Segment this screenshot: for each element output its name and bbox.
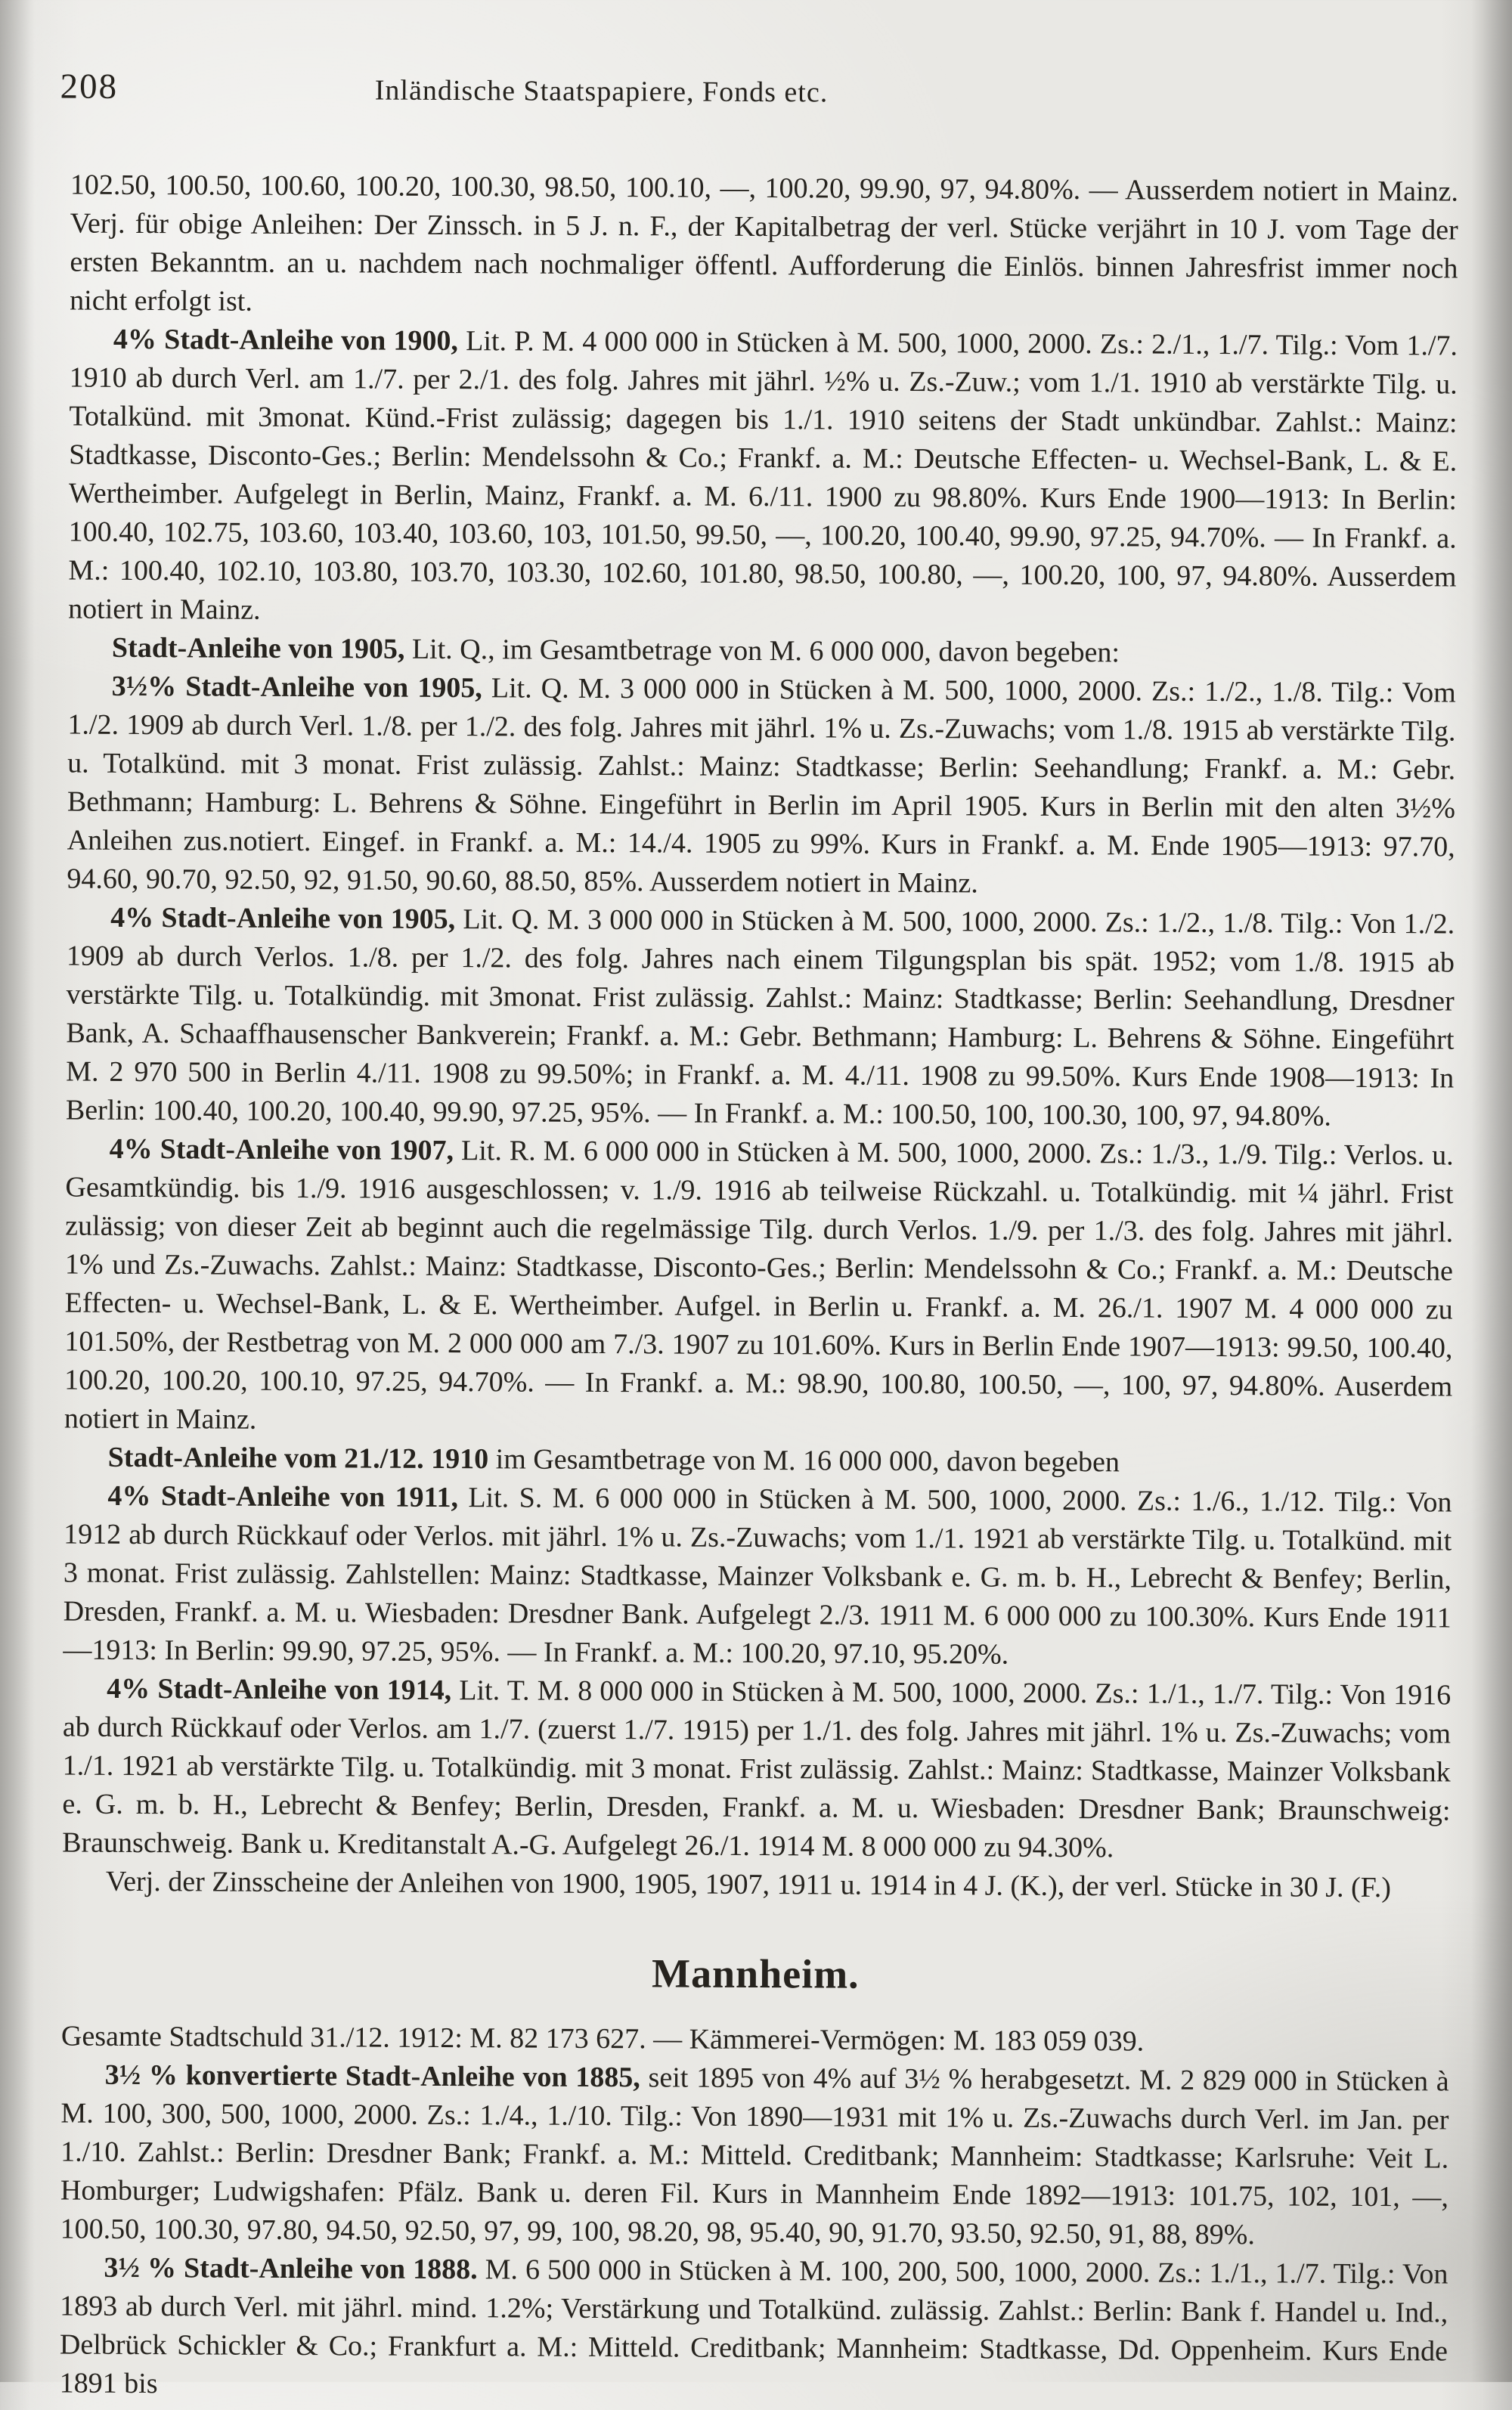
paragraph-text: Lit. R. M. 6 000 000 in Stücken à M. 500, 1000, 2000. Zs.: 1./3., 1./9. Tilg.: Verlos. u. Gesamtkündig. bis 1./9. 1916 ausgeschlossen; v. 1./9. 1916 ab teilweise Rückzahl. u. Totalkündig. mit ¼ jährl. Frist zulässig; von dieser Zeit ab beginnt auch die regelmässige Tilg. durch Verlos. 1./9. per 1./3. des folg. Jahres mit jährl. 1% und Zs.-Zuwachs. Zahlst.: Mainz: Stadtkasse, Disconto-Ges.; Berlin: Mendelssohn & Co.; Frankf. a. M.: Deutsche Effecten- u. Wechsel-Bank, L. & E. Wertheimber. Aufgel. in Berlin u. Frankf. a. M. 26./1. 1907 M. 4 000 000 zu 101.50%, der Restbetrag von M. 2 000 000 am 7./3. 1907 zu 101.60%. Kurs in Berlin Ende 1907—1913: 99.50, 100.40, 100.20, 100.20, 100.10, 97.25, 94.70%. — In Frankf. a. M.: 98.90, 100.80, 100.50, —, 100, 97, 94.80%. Auserdem notiert in Mainz.: [64, 1135, 1454, 1436]
bond-title: 4% Stadt-Anleihe von 1907,: [110, 1133, 454, 1166]
paragraph-text: Verj. der Zinsscheine der Anleihen von 1900, 1905, 1907, 1911 u. 1914 in 4 J. (K.), der verl. Stücke in 30 J. (F.): [106, 1866, 1391, 1904]
paragraph-text: seit 1895 von 4% auf 3½ % herabgesetzt. M. 2 829 000 in Stücken à M. 100, 300, 500, 1000, 2000. Zs.: 1./4., 1./10. Tilg.: Von 1890—1931 mit 1% u. Zs.-Zuwachs durch Verl. im Jan. per 1./10. Zahlst.: Berlin: Dresdner Bank; Frankf. a. M.: Mitteld. Creditbank; Mannheim: Stadtkasse; Karlsruhe: Veit L. Homburger; Ludwigshafen: Pfälz. Bank u. deren Fil. Kurs in Mannheim Ende 1892—1913: 101.75, 102, 101, —, 100.50, 100.30, 97.80, 94.50, 92.50, 97, 99, 100, 98.20, 98, 95.40, 90, 91.70, 93.50, 92.50, 91, 88, 89%.: [60, 2062, 1449, 2250]
running-head: Inländische Staatspapiere, Fonds etc.: [4, 72, 1198, 111]
bond-title: 4% Stadt-Anleihe von 1914,: [107, 1673, 451, 1706]
paragraph-text: Lit. P. M. 4 000 000 in Stücken à M. 500, 1000, 2000. Zs.: 2./1., 1./7. Tilg.: Vom 1./7. 1910 ab durch Verl. am 1./7. per 2./1. des folg. Jahres mit jährl. ½% u. Zs.-Zuw.; vom 1./1. 1910 ab verstärkte Tilg. u. Totalkünd. mit 3monat. Künd.-Frist zulässig; dagegen bis 1./1. 1910 seitens der Stadt unkündbar. Zahlst.: Mainz: Stadtkasse, Disconto-Ges.; Berlin: Mendelssohn & Co.; Frankf. a. M.: Deutsche Effecten- u. Wechsel-Bank, L. & E. Wertheimber. Aufgelegt in Berlin, Mainz, Frankf. a. M. 6./11. 1900 zu 98.80%. Kurs Ende 1900—1913: In Berlin: 100.40, 102.75, 103.60, 103.40, 103.60, 103, 101.50, 99.50, —, 100.20, 100.40, 99.90, 97.25, 94.70%. — In Frankf. a. M.: 100.40, 102.10, 103.80, 103.70, 103.30, 102.60, 101.80, 98.50, 100.80, —, 100.20, 100, 97, 94.80%. Ausserdem notiert in Mainz.: [68, 325, 1458, 626]
paragraph-prices-continuation: [70, 166, 1458, 327]
paragraph-text: 102.50, 100.50, 100.60, 100.20, 100.30, 98.50, 100.10, —, 100.20, 99.90, 97, 94.80%. — Ausserdem notiert in Mainz. Verj. für obige Anleihen: Der Zinssch. in 5 J. n. F., der Kapitalbetrag der verl. Stücke verjährt in 10 J. vom Tage der ersten Bekanntm. an u. nachdem nach nochmaliger öffentl. Aufforderung die Einlös. binnen Jahresfrist immer noch nicht erfolgt ist.: [70, 169, 1458, 318]
paragraph-anleihe-1900: [68, 321, 1458, 636]
bond-title: 4% Stadt-Anleihe von 1900,: [113, 324, 458, 357]
section-heading-mannheim: Mannheim.: [61, 1948, 1449, 2000]
paragraph-anleihe-1905-3half: [67, 668, 1455, 906]
bond-title: Stadt-Anleihe von 1905,: [112, 632, 405, 665]
page-content: [60, 166, 1458, 2410]
paragraph-anleihe-1914: [62, 1670, 1451, 1869]
paragraph-text: M. 6 500 000 in Stücken à M. 100, 200, 500, 1000, 2000. Zs.: 1./1., 1./7. Tilg.: Von 1893 ab durch Verl. mit jährl. mind. 1.2%; Verstärkung und Totalkünd. zulässig. Zahlst.: Berlin: Bank f. Handel u. Ind., Delbrück Schickler & Co.; Frankfurt a. M.: Mitteld. Creditbank; Mannheim: Stadtkasse, Dd. Oppenheim. Kurs Ende 1891 bis: [60, 2254, 1448, 2399]
bond-title: 4% Stadt-Anleihe von 1905,: [110, 902, 455, 935]
bond-title: 3½ % konvertierte Stadt-Anleihe von 1885,: [105, 2059, 640, 2093]
bond-title: 3½% Stadt-Anleihe von 1905,: [112, 671, 482, 704]
bond-title: Stadt-Anleihe vom 21./12. 1910: [108, 1442, 489, 1475]
paragraph-text: Lit. T. M. 8 000 000 in Stücken à M. 500, 1000, 2000. Zs.: 1./1., 1./7. Tilg.: Von 1916 ab durch Rückkauf oder Verlos. am 1./7. (zuerst 1./7. 1915) per 1./1. des folg. Jahres mit jährl. 1% u. Zs.-Zuwachs; vom 1./1. 1921 ab verstärkte Tilg. u. Totalkündig. mit 3 monat. Frist zulässig. Zahlst.: Mainz: Stadtkasse, Mainzer Volksbank e. G. m. b. H., Lebrecht & Benfey; Berlin, Dresden, Frankf. a. M. u. Wiesbaden: Dresdner Bank; Braunschweig: Braunschweig. Bank u. Kreditanstalt A.-G. Aufgelegt 26./1. 1914 M. 8 000 000 zu 94.30%.: [62, 1674, 1451, 1863]
page-number: 208: [60, 66, 118, 107]
paragraph-anleihe-1888: [60, 2249, 1448, 2410]
paragraph-anleihe-1905-gesamt: [68, 629, 1456, 674]
paragraph-stadtschuld: [61, 2018, 1449, 2063]
bond-title: 4% Stadt-Anleihe von 1911,: [107, 1480, 458, 1513]
paragraph-anleihe-1905-4pct: [66, 899, 1455, 1137]
paragraph-text: Lit. Q., im Gesamtbetrage von M. 6 000 000, davon begeben:: [404, 633, 1120, 669]
paragraph-anleihe-1907: [64, 1130, 1454, 1445]
paragraph-anleihe-1911: [63, 1477, 1452, 1677]
bond-title: 3½ % Stadt-Anleihe von 1888.: [104, 2252, 477, 2285]
paragraph-text: Lit. Q. M. 3 000 000 in Stücken à M. 500, 1000, 2000. Zs.: 1./2., 1./8. Tilg.: Vom 1./2. 1909 ab durch Verl. 1./8. per 1./2. des folg. Jahres mit jährl. 1% u. Zs.-Zuwachs; vom 1./8. 1915 ab verstärkte Tilg. u. Totalkünd. mit 3 monat. Frist zulässig. Zahlst.: Mainz: Stadtkasse; Berlin: Seehandlung; Frankf. a. M.: Gebr. Bethmann; Hamburg: L. Behrens & Söhne. Eingeführt in Berlin im April 1905. Kurs in Berlin mit den alten 3½% Anleihen zus.notiert. Eingef. in Frankf. a. M.: 14./4. 1905 zu 99%. Kurs in Frankf. a. M. Ende 1905—1913: 97.70, 94.60, 90.70, 92.50, 92, 91.50, 90.60, 88.50, 85%. Ausserdem notiert in Mainz.: [67, 672, 1455, 899]
paragraph-anleihe-1885: [60, 2056, 1449, 2256]
paragraph-text: Gesamte Stadtschuld 31./12. 1912: M. 82 173 627. — Kämmerei-Vermögen: M. 183 059 039.: [61, 2021, 1144, 2058]
paragraph-anleihe-1910-gesamt: [64, 1439, 1452, 1484]
paragraph-verjaehrung-note: [62, 1863, 1450, 1908]
paragraph-text: im Gesamtbetrage von M. 16 000 000, davon begeben: [488, 1443, 1120, 1478]
paragraph-text: Lit. S. M. 6 000 000 in Stücken à M. 500, 1000, 2000. Zs.: 1./6., 1./12. Tilg.: Von 1912 ab durch Rückkauf oder Verlos. mit jährl. 1% u. Zs.-Zuwachs; vom 1./1. 1921 ab verstärkte Tilg. u. Totalkünd. mit 3 monat. Frist zulässig. Zahlstellen: Mainz: Stadtkasse, Mainzer Volksbank e. G. m. b. H., Lebrecht & Benfey; Berlin, Dresden, Frankf. a. M. u. Wiesbaden: Dresdner Bank. Aufgelegt 2./3. 1911 M. 6 000 000 zu 100.30%. Kurs Ende 1911—1913: In Berlin: 99.90, 97.25, 95%. — In Frankf. a. M.: 100.20, 97.10, 95.20%.: [63, 1482, 1452, 1671]
paragraph-text: Lit. Q. M. 3 000 000 in Stücken à M. 500, 1000, 2000. Zs.: 1./2., 1./8. Tilg.: Von 1./2. 1909 ab durch Verlos. 1./8. per 1./2. des folg. Jahres nach einem Tilgungsplan bis spät. 1952; vom 1./8. 1915 ab verstärkte Tilg. u. Totalkündig. mit 3monat. Frist zulässig. Zahlst.: Mainz: Stadtkasse; Berlin: Seehandlung, Dresdner Bank, A. Schaaffhausenscher Bankverein; Frankf. a. M.: Gebr. Bethmann; Hamburg: L. Behrens & Söhne. Eingeführt M. 2 970 500 in Berlin 4./11. 1908 zu 99.50%; in Frankf. a. M. 4./11. 1908 zu 99.50%. Kurs Ende 1908—1913: In Berlin: 100.40, 100.20, 100.40, 99.90, 97.25, 95%. — In Frankf. a. M.: 100.50, 100, 100.30, 100, 97, 94.80%.: [66, 903, 1455, 1132]
